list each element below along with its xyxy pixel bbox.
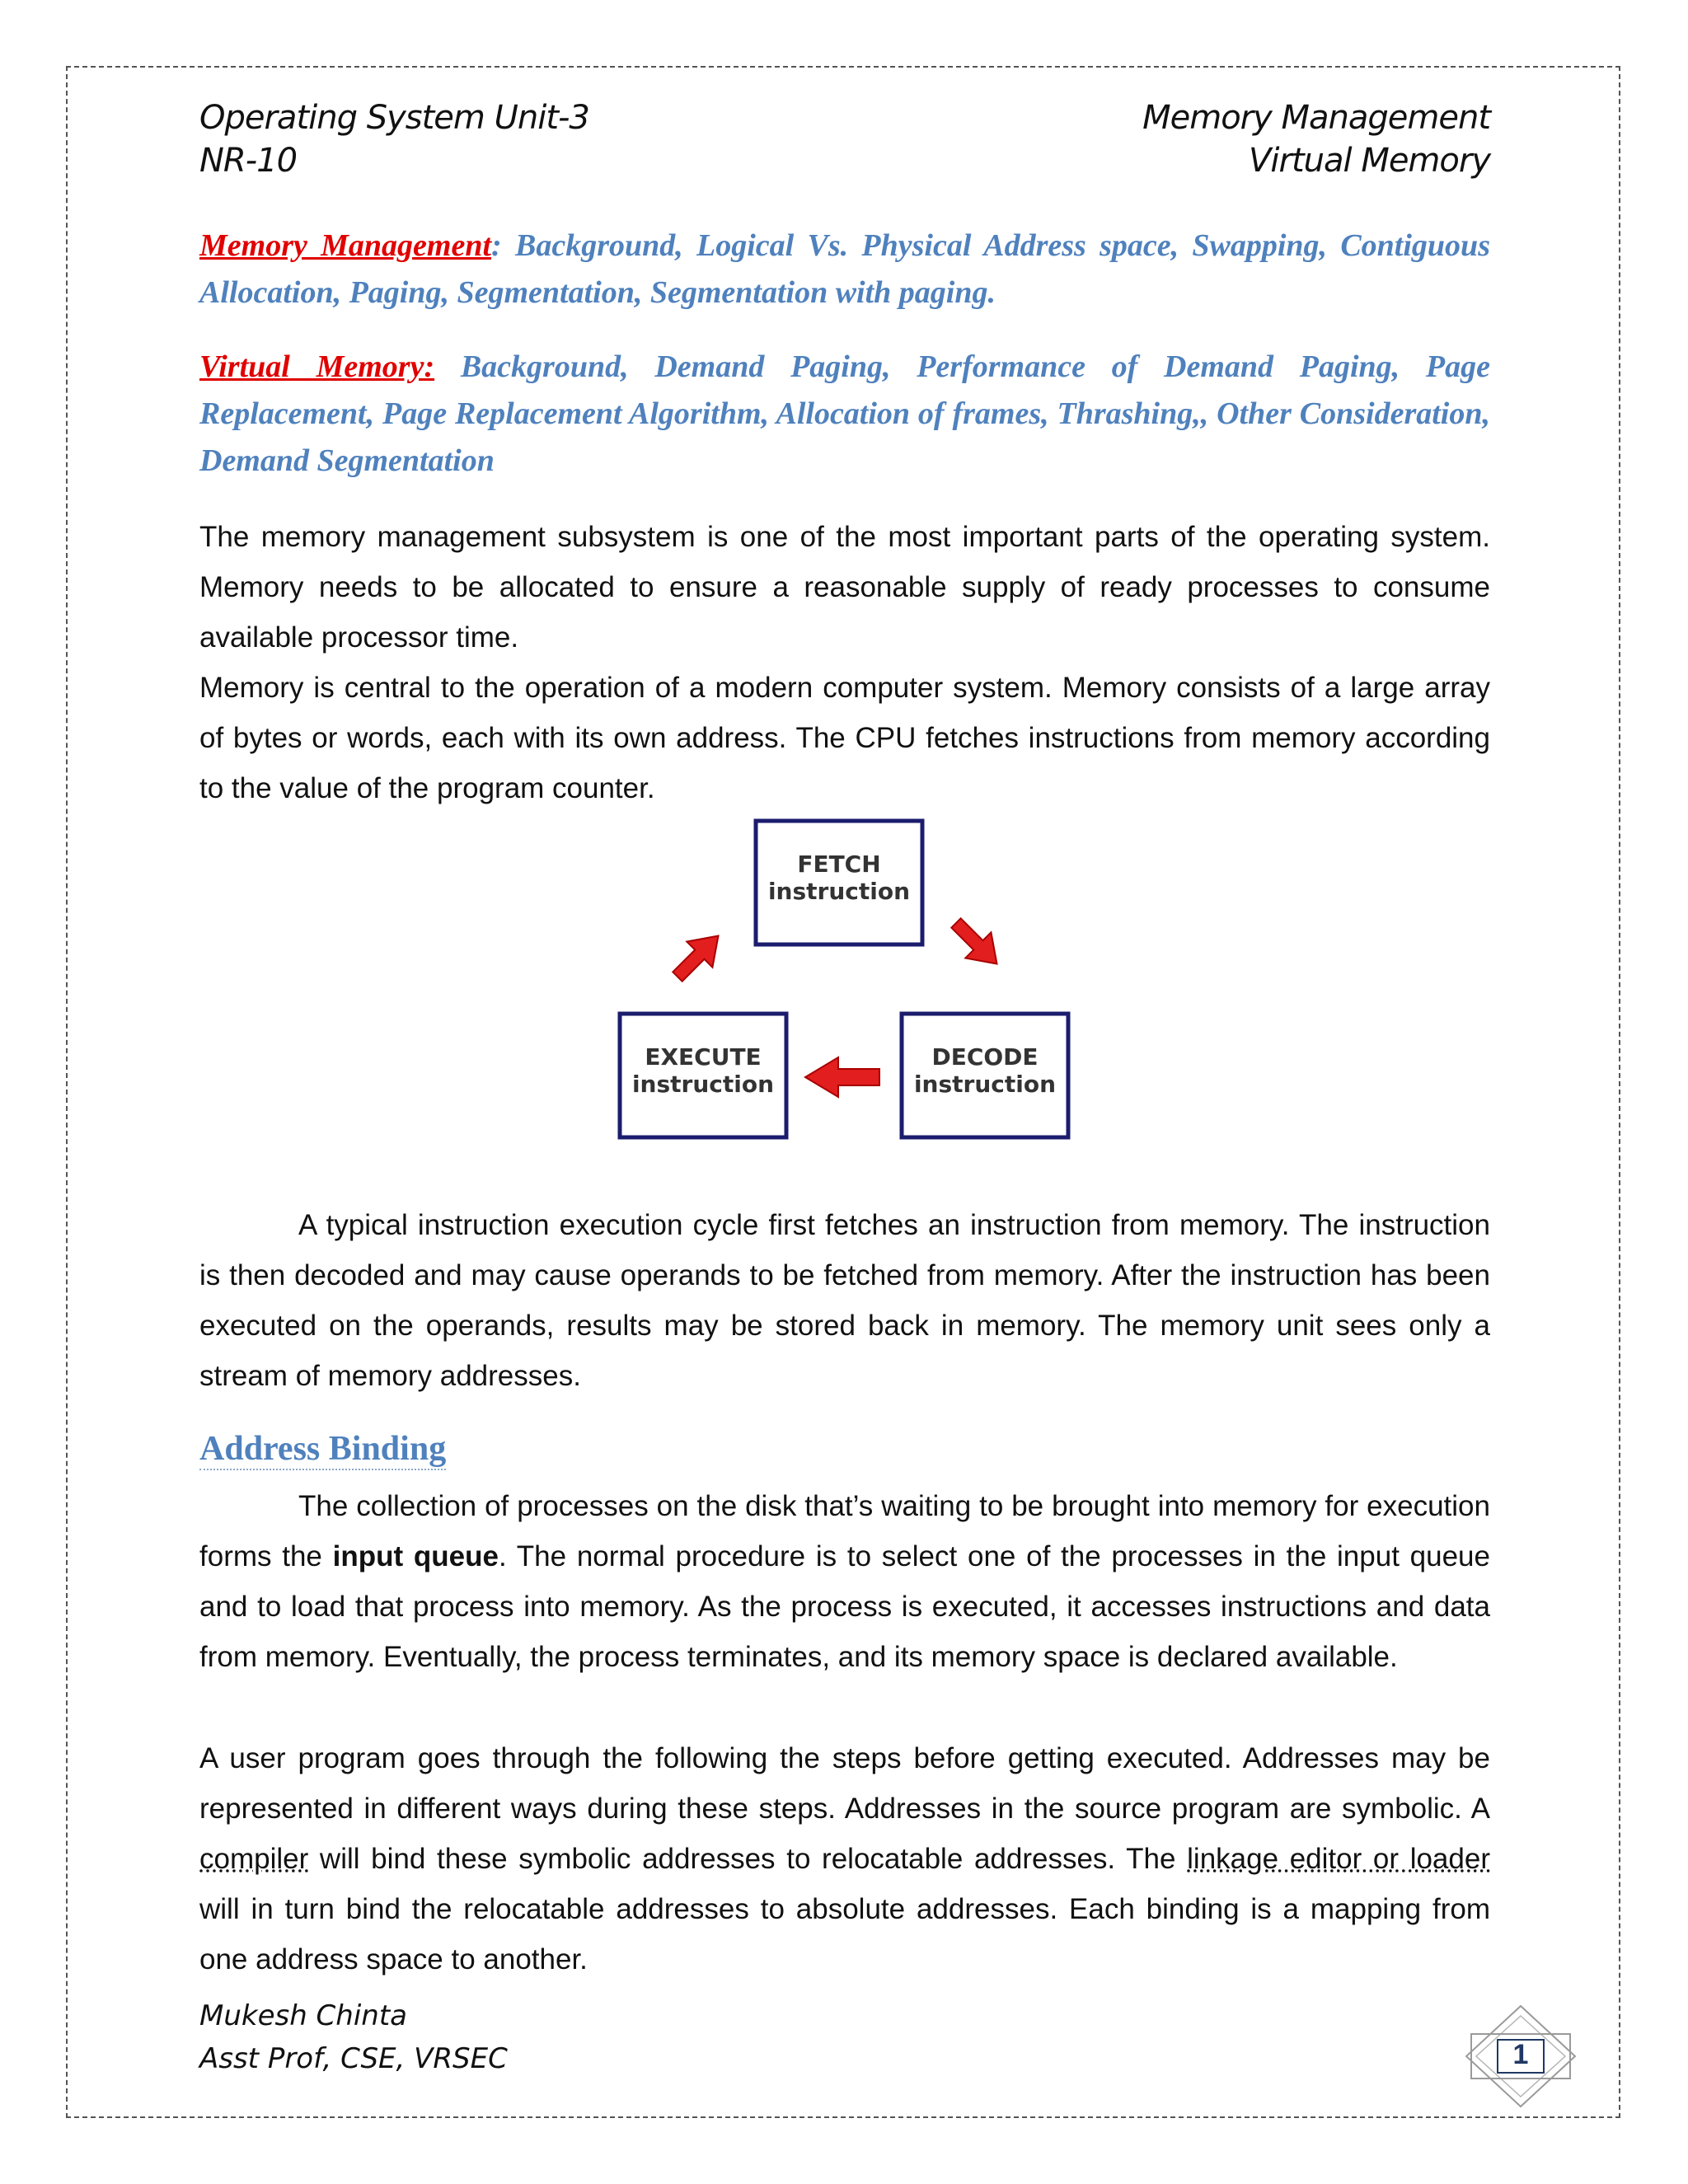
topic-text: Background, Logical Vs. Physical Address space, Swapping, Contiguous Allocation, Paging, Segmentation, Segmentation with paging. (199, 228, 1490, 310)
text-run: A user program goes through the following the steps before getting executed. Addresses may be represented in different ways during these steps. Addresses in the source program are symbolic. A (199, 1742, 1490, 1825)
paragraph-intro: The memory management subsystem is one of the most important parts of the operating system. Memory needs to be allocated to ensure a reasonable supply of ready processes to consume available processor time. (199, 521, 1490, 654)
page-number-badge (1463, 2003, 1578, 2110)
decode-label-1: DECODE (931, 1043, 1039, 1071)
fetch-label-2: instruction (767, 878, 911, 905)
page-number: 1 (1512, 2039, 1529, 2070)
text-run: will in turn bind the relocatable addresses to absolute addresses. Each binding is a mapping from one address space to another. (199, 1893, 1490, 1975)
header-unit: Operating System Unit-3 (199, 99, 589, 137)
term-compiler: compiler (199, 1843, 309, 1875)
header-regulation: NR-10 (199, 142, 298, 180)
arrow-execute-to-fetch (664, 923, 731, 990)
text-run: . The normal procedure is to select one of the processes in the input queue and to load that process into memory. As the process is executed, it accesses instructions and data from memory. Eventually, the process terminates, and its memory space is declared available. (199, 1540, 1490, 1673)
fetch-label-1: FETCH (797, 851, 881, 878)
topics-virtual-memory (199, 344, 1490, 485)
footer-author: Mukesh Chinta (199, 1999, 408, 2032)
paragraph-input-queue (199, 1481, 1490, 1682)
decode-label-2: instruction (913, 1071, 1057, 1098)
paragraph-address-steps (199, 1733, 1490, 1985)
header-topic: Memory Management (1142, 99, 1490, 137)
text-run: will bind these symbolic addresses to relocatable addresses. The (308, 1843, 1188, 1875)
topic-text: Background, Demand Paging, Performance of Demand Paging, Page Replacement, Page Replacement Algorithm, Allocation of frames, Thrashing,, Other Consideration, Demand Segmentation (199, 349, 1490, 478)
arrow-fetch-to-decode (943, 910, 1010, 977)
term-input-queue: input queue (332, 1540, 499, 1572)
topic-label: Virtual Memory: (199, 349, 435, 384)
arrow-decode-to-execute (805, 1057, 879, 1097)
paragraph-execution-cycle: A typical instruction execution cycle first fetches an instruction from memory. The instruction is then decoded and may cause operands to be fetched from memory. After the instruction has been executed on the operands, results may be stored back in memory. The memory unit sees only a stream of memory addresses. (199, 1209, 1490, 1392)
term-linkage-editor: linkage editor or loader (1187, 1843, 1490, 1875)
paragraph-memory-central: Memory is central to the operation of a modern computer system. Memory consists of a large array of bytes or words, each with its own address. The CPU fetches instructions from memory according to the value of the program counter. (199, 672, 1490, 804)
topics-memory-management (199, 223, 1490, 316)
execute-label-2: instruction (631, 1071, 775, 1098)
footer-affiliation: Asst Prof, CSE, VRSEC (199, 2042, 508, 2075)
topic-sep: : (491, 228, 502, 263)
execute-label-1: EXECUTE (645, 1043, 762, 1071)
topic-label: Memory Management (199, 228, 492, 263)
header-subtopic: Virtual Memory (1249, 142, 1490, 180)
instruction-cycle-diagram (602, 812, 1096, 1150)
section-heading-address-binding: Address Binding (199, 1429, 446, 1470)
text-run: The collection of processes on the disk that’s waiting to be brought into memory for execution forms the (199, 1490, 1490, 1572)
